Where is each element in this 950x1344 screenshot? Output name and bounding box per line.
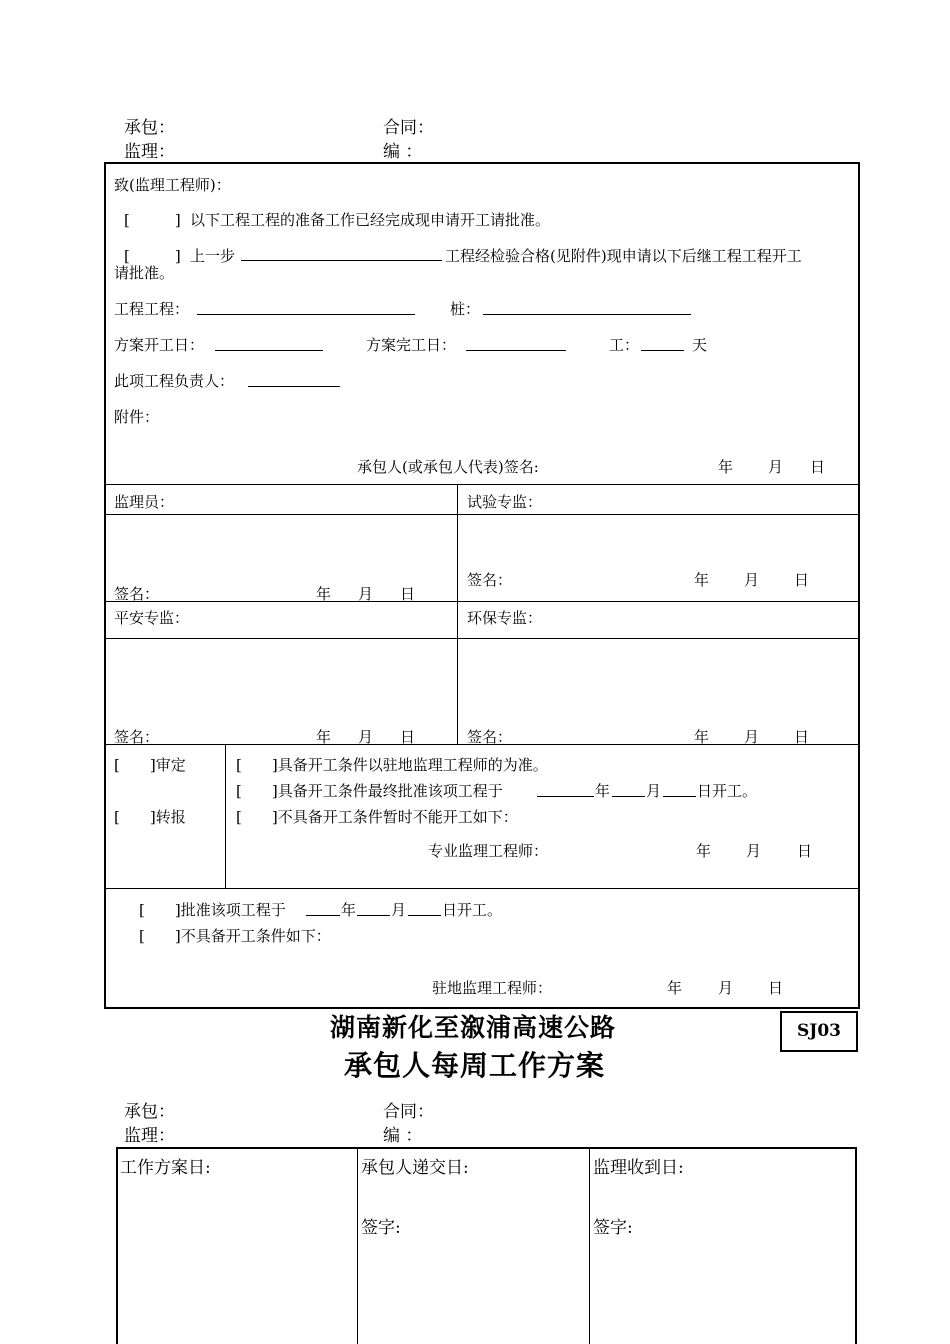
duration-field[interactable] (641, 336, 684, 351)
year-label: 年 (316, 585, 332, 603)
year-label: 年 (667, 979, 683, 997)
start-month-field[interactable] (612, 782, 645, 797)
inspector-label: 监理员： (114, 493, 175, 511)
plan-end-field[interactable] (466, 336, 566, 351)
project-field[interactable] (197, 300, 415, 315)
safety-supervisor-label: 平安专监： (114, 609, 190, 627)
divider (104, 484, 860, 485)
day-label: 日 (768, 979, 784, 997)
year-label: 年 (341, 901, 357, 919)
day-label: 日 (797, 842, 813, 860)
table-left-border (116, 1147, 118, 1344)
decision-option1[interactable]: [ ]具备开工条件以驻地监理工程师的为准。 (236, 756, 548, 774)
divider (589, 1147, 590, 1344)
option1-checkbox[interactable]: [ ] (124, 211, 181, 229)
resident-suffix: 日开工。 (442, 901, 503, 919)
resident-year-field[interactable] (306, 901, 340, 916)
env-sign-label: 签名： (467, 728, 513, 746)
option2-checkbox[interactable]: [ ] (124, 247, 181, 265)
option2-prefix: 上一步 (190, 247, 236, 265)
month-label: 月 (358, 585, 374, 603)
divider (104, 888, 860, 889)
month-label: 月 (744, 571, 760, 589)
approve-checkbox[interactable]: [ ]审定 (114, 756, 186, 774)
day-label: 日 (794, 728, 810, 746)
plan-end-label: 方案完工日： (366, 336, 457, 354)
form-code: SJ03 (780, 1011, 858, 1052)
attachment-label: 附件： (114, 408, 160, 426)
divider (357, 1147, 358, 1344)
contractor-signature-label: 承包人(或承包人代表)签名: (357, 458, 539, 476)
month-label: 月 (646, 782, 662, 800)
forward-checkbox[interactable]: [ ]转报 (114, 808, 186, 826)
safety-sign-label: 签名： (114, 728, 160, 746)
supervisor-label: 监理： (124, 142, 175, 162)
number-label: 编 ： (383, 1126, 423, 1146)
start-year-field[interactable] (537, 782, 594, 797)
supervisor-label: 监理： (124, 1126, 175, 1146)
number-label: 编 ： (383, 142, 423, 162)
year-label: 年 (694, 571, 710, 589)
contractor-sign-label: 签字: (361, 1218, 401, 1238)
divider (457, 484, 458, 744)
resident-option1[interactable]: [ ]批准该项工程于 (139, 901, 286, 919)
year-label: 年 (316, 728, 332, 746)
decision-option2[interactable]: [ ]具备开工条件最终批准该项工程于 (236, 782, 503, 800)
pile-field[interactable] (483, 300, 691, 315)
plan-start-label: 方案开工日： (114, 336, 205, 354)
table-right-border (855, 1147, 857, 1344)
day-label: 日 (794, 571, 810, 589)
specialist-engineer-label: 专业监理工程师： (428, 842, 549, 860)
day-label: 日 (400, 728, 416, 746)
year-label: 年 (718, 458, 734, 476)
divider (104, 601, 860, 602)
form-title: 承包人每周工作方案 (344, 1049, 606, 1082)
month-label: 月 (718, 979, 734, 997)
start-suffix: 日开工。 (697, 782, 758, 800)
divider (225, 744, 226, 888)
receive-date-label: 监理收到日: (593, 1158, 684, 1178)
submit-date-label: 承包人递交日: (361, 1158, 469, 1178)
responsible-field[interactable] (248, 372, 340, 387)
divider (104, 514, 860, 515)
month-label: 月 (391, 901, 407, 919)
month-label: 月 (358, 728, 374, 746)
option2-continuation: 请批准。 (114, 264, 175, 282)
duration-label: 工： (609, 336, 640, 354)
resident-option2[interactable]: [ ]不具备开工条件如下： (139, 927, 331, 945)
year-label: 年 (694, 728, 710, 746)
project-title: 湖南新化至溆浦高速公路 (330, 1013, 617, 1042)
month-label: 月 (744, 728, 760, 746)
day-label: 日 (810, 458, 826, 476)
previous-step-field[interactable] (241, 246, 442, 261)
addressee: 致(监理工程师)： (114, 176, 231, 194)
divider (104, 638, 860, 639)
inspector-sign-label: 签名： (114, 585, 160, 603)
start-day-field[interactable] (663, 782, 696, 797)
contractor-label: 承包： (124, 118, 175, 138)
responsible-label: 此项工程负责人： (114, 372, 235, 390)
plan-date-label: 工作方案日: (120, 1158, 211, 1178)
year-label: 年 (595, 782, 611, 800)
contract-label: 合同： (383, 118, 434, 138)
day-label: 日 (400, 585, 416, 603)
resident-day-field[interactable] (408, 901, 441, 916)
contract-label: 合同： (383, 1102, 434, 1122)
test-supervisor-label: 试验专监： (467, 493, 543, 511)
month-label: 月 (768, 458, 784, 476)
year-label: 年 (696, 842, 712, 860)
resident-month-field[interactable] (357, 901, 390, 916)
month-label: 月 (746, 842, 762, 860)
decision-option3[interactable]: [ ]不具备开工条件暂时不能开工如下： (236, 808, 518, 826)
option2-text: 工程经检验合格(见附件)现申请以下后继工程工程开工 (445, 247, 802, 265)
option1-text: 以下工程工程的准备工作已经完成现申请开工请批准。 (190, 211, 551, 229)
day-unit: 天 (692, 336, 708, 354)
test-sign-label: 签名： (467, 571, 513, 589)
pile-label: 桩： (450, 300, 481, 318)
env-supervisor-label: 环保专监： (467, 609, 543, 627)
contractor-label: 承包： (124, 1102, 175, 1122)
project-label: 工程工程： (114, 300, 190, 318)
supervisor-sign-label: 签字: (593, 1218, 633, 1238)
plan-start-field[interactable] (215, 336, 323, 351)
table-top-border (116, 1147, 857, 1149)
resident-engineer-label: 驻地监理工程师： (432, 979, 553, 997)
